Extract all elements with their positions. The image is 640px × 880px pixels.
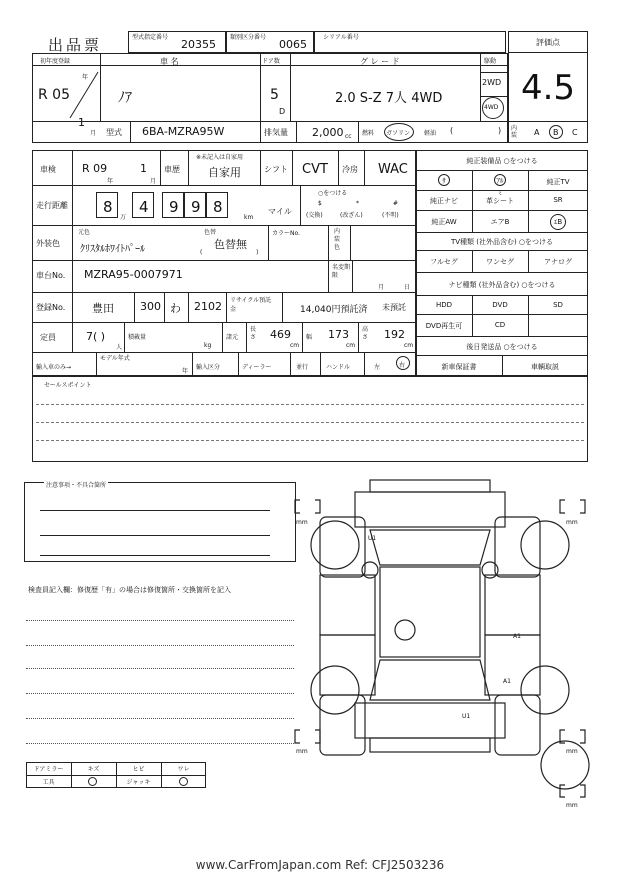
mark-unknown: (不明) <box>382 212 399 219</box>
mark-alter: (改ざん) <box>340 212 363 219</box>
equip-sr: SR <box>553 196 563 204</box>
dealer-label: ディーラー <box>242 364 272 371</box>
legend-mirror: ドアミラー <box>33 766 64 773</box>
rear-window <box>370 660 490 700</box>
model-value: 6BA-MZRA95W <box>142 125 225 138</box>
drive-2wd: 2WD <box>482 78 502 87</box>
spare-wheel <box>541 741 589 789</box>
disp-unit: cc <box>345 133 352 140</box>
hood <box>355 492 505 527</box>
legend-tools-circle <box>88 777 97 786</box>
inspection-month-unit: 月 <box>150 178 157 185</box>
damage-mark: A1 <box>513 633 521 640</box>
doors-label: ドア数 <box>262 58 280 65</box>
chassis-value: MZRA95-0007971 <box>84 268 183 281</box>
navi-sd: SD <box>553 301 563 309</box>
equip-aw: 純正AW <box>431 218 457 226</box>
damage-mark: U1 <box>368 535 377 542</box>
legend-crack: ヒビ <box>132 766 145 773</box>
legend-jack-circle <box>179 777 188 786</box>
later-title: 後日発送品 ○をつける <box>466 343 538 351</box>
parallel-label: 並行 <box>296 364 309 371</box>
mileage-digit-box <box>96 192 118 218</box>
cooler-value: WAC <box>378 162 408 177</box>
navi-dvd: DVD <box>492 301 508 309</box>
handle-right: 右 <box>399 362 406 369</box>
dim-label: 諸元 <box>226 334 239 341</box>
disp-value: 2,000 <box>312 126 344 139</box>
equip-leather: 革シート <box>486 197 514 205</box>
capacity-label: 定員 <box>40 333 56 342</box>
reg-class: 300 <box>140 300 161 313</box>
repaint-label: 色替 <box>204 229 217 236</box>
recycle-label: リサイクル預託金 <box>230 297 272 313</box>
rear-right-door <box>485 635 540 695</box>
tv-title: TV種類 (社外品含む) ○をつける <box>450 238 554 246</box>
reg-area: 豊田 <box>92 302 114 315</box>
mileage-digit-box <box>206 192 228 218</box>
load-unit: kg <box>204 342 212 349</box>
tv-analog: アナログ <box>544 258 572 266</box>
equip-circle-mark: ｱﾙﾐ <box>494 174 506 186</box>
cooler-label: 冷房 <box>342 165 358 174</box>
model-year-unit: 年 <box>182 368 189 375</box>
mm-label: mm <box>566 519 578 526</box>
equipment-title: 純正装備品 ○をつける <box>466 157 538 165</box>
handle-label: ハンドル <box>326 364 351 371</box>
orig-color-value: ｸﾘｽﾀﾙﾎﾜｲﾄﾊﾟｰﾙ <box>80 244 145 255</box>
mark-unknown-sym: # <box>393 200 399 207</box>
sales-point-label: セールスポイント <box>44 382 92 389</box>
rear-bumper <box>370 738 490 752</box>
history-label: 車歴 <box>164 165 180 174</box>
car-diagram <box>290 475 610 815</box>
front-bumper <box>370 480 490 492</box>
damage-mark: U1 <box>462 713 471 720</box>
equip-airbag: エアB <box>490 218 510 226</box>
mileage-digit: 8 <box>103 198 113 216</box>
height-unit: cm <box>404 342 414 349</box>
mm-label: mm <box>566 748 578 755</box>
notes-frame <box>24 482 296 562</box>
expiry-month: 月 <box>378 284 385 291</box>
interior-b: B <box>553 128 559 137</box>
legend-broken: ワレ <box>177 766 190 773</box>
mileage-digit-box <box>162 192 184 218</box>
orig-color-label: 元色 <box>78 229 91 236</box>
handle-left: 左 <box>374 364 381 371</box>
front-right-fender <box>495 517 540 577</box>
navi-hdd: HDD <box>435 301 453 309</box>
repaint-value: 色替無 <box>214 238 247 251</box>
equip-navi: 純正ナビ <box>430 197 458 205</box>
grade-value: 2.0 S-Z 7人 4WD <box>335 91 443 106</box>
legend-jack: ジャッキ <box>126 779 151 786</box>
fuel-label: 燃料 <box>362 130 375 137</box>
rear-gate <box>355 703 505 738</box>
sheet-title: 出品票 <box>48 36 103 54</box>
fuel-value: ガソリン <box>386 130 411 137</box>
mileage-digit-box <box>184 192 206 218</box>
width-unit: cm <box>346 342 356 349</box>
mileage-digit: 9 <box>191 198 201 216</box>
front-right-door <box>485 575 540 635</box>
footer-watermark: www.CarFromJapan.com Ref: CFJ2503236 <box>195 858 445 872</box>
rear-left-door <box>320 635 375 695</box>
door-type: D <box>279 107 286 116</box>
color-label: 外装色 <box>36 239 60 248</box>
doors-value: 5 <box>270 87 279 103</box>
first-reg-month: 1 <box>78 116 85 129</box>
mm-label: mm <box>296 748 308 755</box>
navi-cd: CD <box>494 321 506 329</box>
capacity-value: 7( ) <box>86 330 106 343</box>
first-reg-month-unit: 月 <box>90 130 97 137</box>
roof <box>380 567 480 657</box>
light-oil-label: 軽油 <box>424 130 437 137</box>
mileage-label: 走行距離 <box>36 201 68 210</box>
length-label: 長さ <box>250 326 257 341</box>
front-left-door <box>320 575 375 635</box>
length-unit: cm <box>290 342 300 349</box>
mileage-digit: 8 <box>213 198 223 216</box>
history-value: 自家用 <box>208 166 241 179</box>
int-color-label: 内装色 <box>334 228 341 251</box>
wheel-rear-left <box>311 666 359 714</box>
first-reg-era: R 05 <box>38 87 70 103</box>
inspection-month: 1 <box>140 162 147 175</box>
tv-fullseg: フルセグ <box>430 258 458 266</box>
capacity-unit: 人 <box>116 344 123 351</box>
mark-header: ○をつける <box>318 190 348 197</box>
later-manual: 車輌取説 <box>531 363 559 371</box>
color-no-label: カラーNo. <box>272 230 300 237</box>
type-no-label: 型式指定番号 <box>132 34 169 41</box>
grade-label: グ レ ー ド <box>360 57 400 66</box>
height-label: 高さ <box>362 326 369 341</box>
reg-num: 2102 <box>194 300 222 313</box>
type-no-value: 20355 <box>181 38 216 51</box>
history-note: ※未記入は自家用 <box>196 154 244 161</box>
width-label: 幅 <box>306 334 313 341</box>
inspector-label: 検査員記入欄：修復歴「有」の場合は修復箇所・交換箇所を記入 <box>28 586 231 594</box>
mm-label: mm <box>296 519 308 526</box>
disp-label: 排気量 <box>264 128 288 137</box>
rear-right-fender <box>495 695 540 755</box>
shift-value: CVT <box>302 162 328 177</box>
class-no-box <box>226 31 314 53</box>
km-unit: km <box>244 214 254 221</box>
tv-oneseg: ワンセグ <box>486 258 514 266</box>
width-value: 173 <box>328 328 349 341</box>
height-value: 192 <box>384 328 405 341</box>
chassis-label: 車台No. <box>36 271 66 280</box>
import-cat-label: 輸入区分 <box>196 364 221 371</box>
model-label: 型式 <box>106 128 122 137</box>
expiry-day: 日 <box>404 284 411 291</box>
recycle-value: 14,040円預託済 <box>300 305 368 315</box>
import-label: 輸入車のみ→ <box>36 364 72 371</box>
legend-scratch: キズ <box>87 766 100 773</box>
equip-tv: 純正TV <box>546 178 570 186</box>
class-no-label: 類別区分番号 <box>230 34 267 41</box>
reg-label: 登録No. <box>36 303 66 312</box>
interior-c: C <box>572 128 578 137</box>
mileage-man-unit: 万 <box>120 214 127 221</box>
legend-tools: 工具 <box>42 779 55 786</box>
interior-box <box>508 121 588 143</box>
serial-label: シリアル番号 <box>323 34 359 41</box>
car-name-label: 車 名 <box>160 57 179 66</box>
wheel-front-right <box>521 521 569 569</box>
damage-mark: A1 <box>503 678 511 685</box>
length-value: 469 <box>270 328 291 341</box>
mileage-digit: 9 <box>169 198 179 216</box>
equip-circle-mark: ｻ <box>438 174 450 186</box>
drive-label: 駆動 <box>484 58 497 65</box>
wheel-front-left <box>311 521 359 569</box>
sales-point-box <box>32 376 588 462</box>
score-label: 評価点 <box>536 38 560 47</box>
inspection-year-unit: 年 <box>107 178 114 185</box>
recycle-none: 未預託 <box>382 303 406 312</box>
windshield <box>370 530 490 565</box>
wheel-rear-right <box>521 666 569 714</box>
expiry-label: 名変期限 <box>332 264 351 279</box>
mile-label: マイル <box>268 207 292 216</box>
fuel-lid <box>395 620 415 640</box>
mileage-digit: 4 <box>139 198 149 216</box>
mileage-digit-box <box>132 192 154 218</box>
mark-exchange: (交換) <box>306 212 323 219</box>
first-reg-label: 初年度登録 <box>40 58 71 65</box>
car-name-value: ﾉｱ <box>118 90 132 106</box>
model-year-label: モデル年式 <box>100 355 130 362</box>
load-label: 積載量 <box>128 334 147 341</box>
reg-kana: わ <box>170 302 181 315</box>
equip-airbag-b: ｴB <box>553 218 563 226</box>
navi-title: ナビ種類 (社外品含む) ○をつける <box>448 281 556 289</box>
type-no-box <box>128 31 226 53</box>
navi-dvd-play: DVD再生可 <box>425 322 463 330</box>
later-warranty: 新車保証書 <box>441 363 477 371</box>
inspection-value: R 09 <box>82 162 108 175</box>
interior-label: 内装 <box>511 125 518 139</box>
shift-label: シフト <box>264 165 288 174</box>
inspection-label: 車検 <box>40 165 56 174</box>
first-reg-year-unit: 年 <box>82 74 89 81</box>
drive-4wd: 4WD <box>484 104 499 111</box>
score-value: 4.5 <box>520 68 576 108</box>
rear-left-fender <box>320 695 365 755</box>
mark-alter-sym: * <box>356 200 359 207</box>
mm-label: mm <box>566 802 578 809</box>
mark-exchange-sym: $ <box>318 200 322 207</box>
interior-a: A <box>534 128 540 137</box>
class-no-value: 0065 <box>279 38 307 51</box>
notes-label: 注意事項・不具合箇所 <box>46 482 107 489</box>
serial-box <box>314 31 506 53</box>
